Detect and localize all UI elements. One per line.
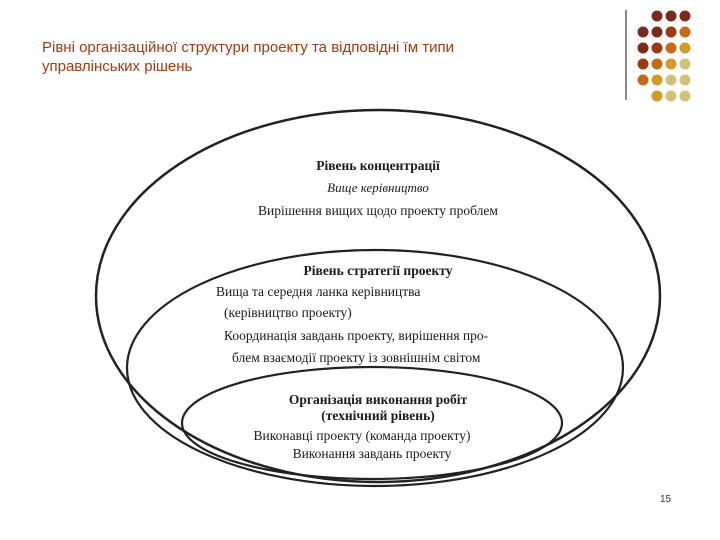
slide-number: 15 xyxy=(660,494,672,505)
slide-title-line-1: Рівні організаційної структури проекту та відповідні їм типи xyxy=(42,39,454,56)
level-1-subtitle: Вище керівництво xyxy=(327,180,429,195)
level-1-line-1: Вирішення вищих щодо проекту проблем xyxy=(258,203,498,218)
level-2-line-2: (керівництво проекту) xyxy=(224,305,352,320)
level-3-line-1: Виконавці проекту (команда проекту) xyxy=(253,428,471,443)
level-2-title: Рівень стратегії проекту xyxy=(303,263,453,278)
level-3-title-line-1: Організація виконання робіт xyxy=(288,392,468,407)
level-2-line-3: Координація завдань проекту, вирішення про- xyxy=(224,328,489,343)
slide-title-line-2: управлінських рішень xyxy=(42,58,193,75)
level-2-line-4: блем взаємодії проекту із зовнішнім світом xyxy=(232,350,481,365)
level-2-line-1: Вища та середня ланка керівництва xyxy=(216,284,421,299)
inner-ellipse xyxy=(182,367,562,479)
level-3-title-line-2: (технічний рівень) xyxy=(321,408,435,423)
level-1-title: Рівень концентрації xyxy=(316,158,440,173)
level-3-line-2: Виконання завдань проекту xyxy=(292,446,452,461)
